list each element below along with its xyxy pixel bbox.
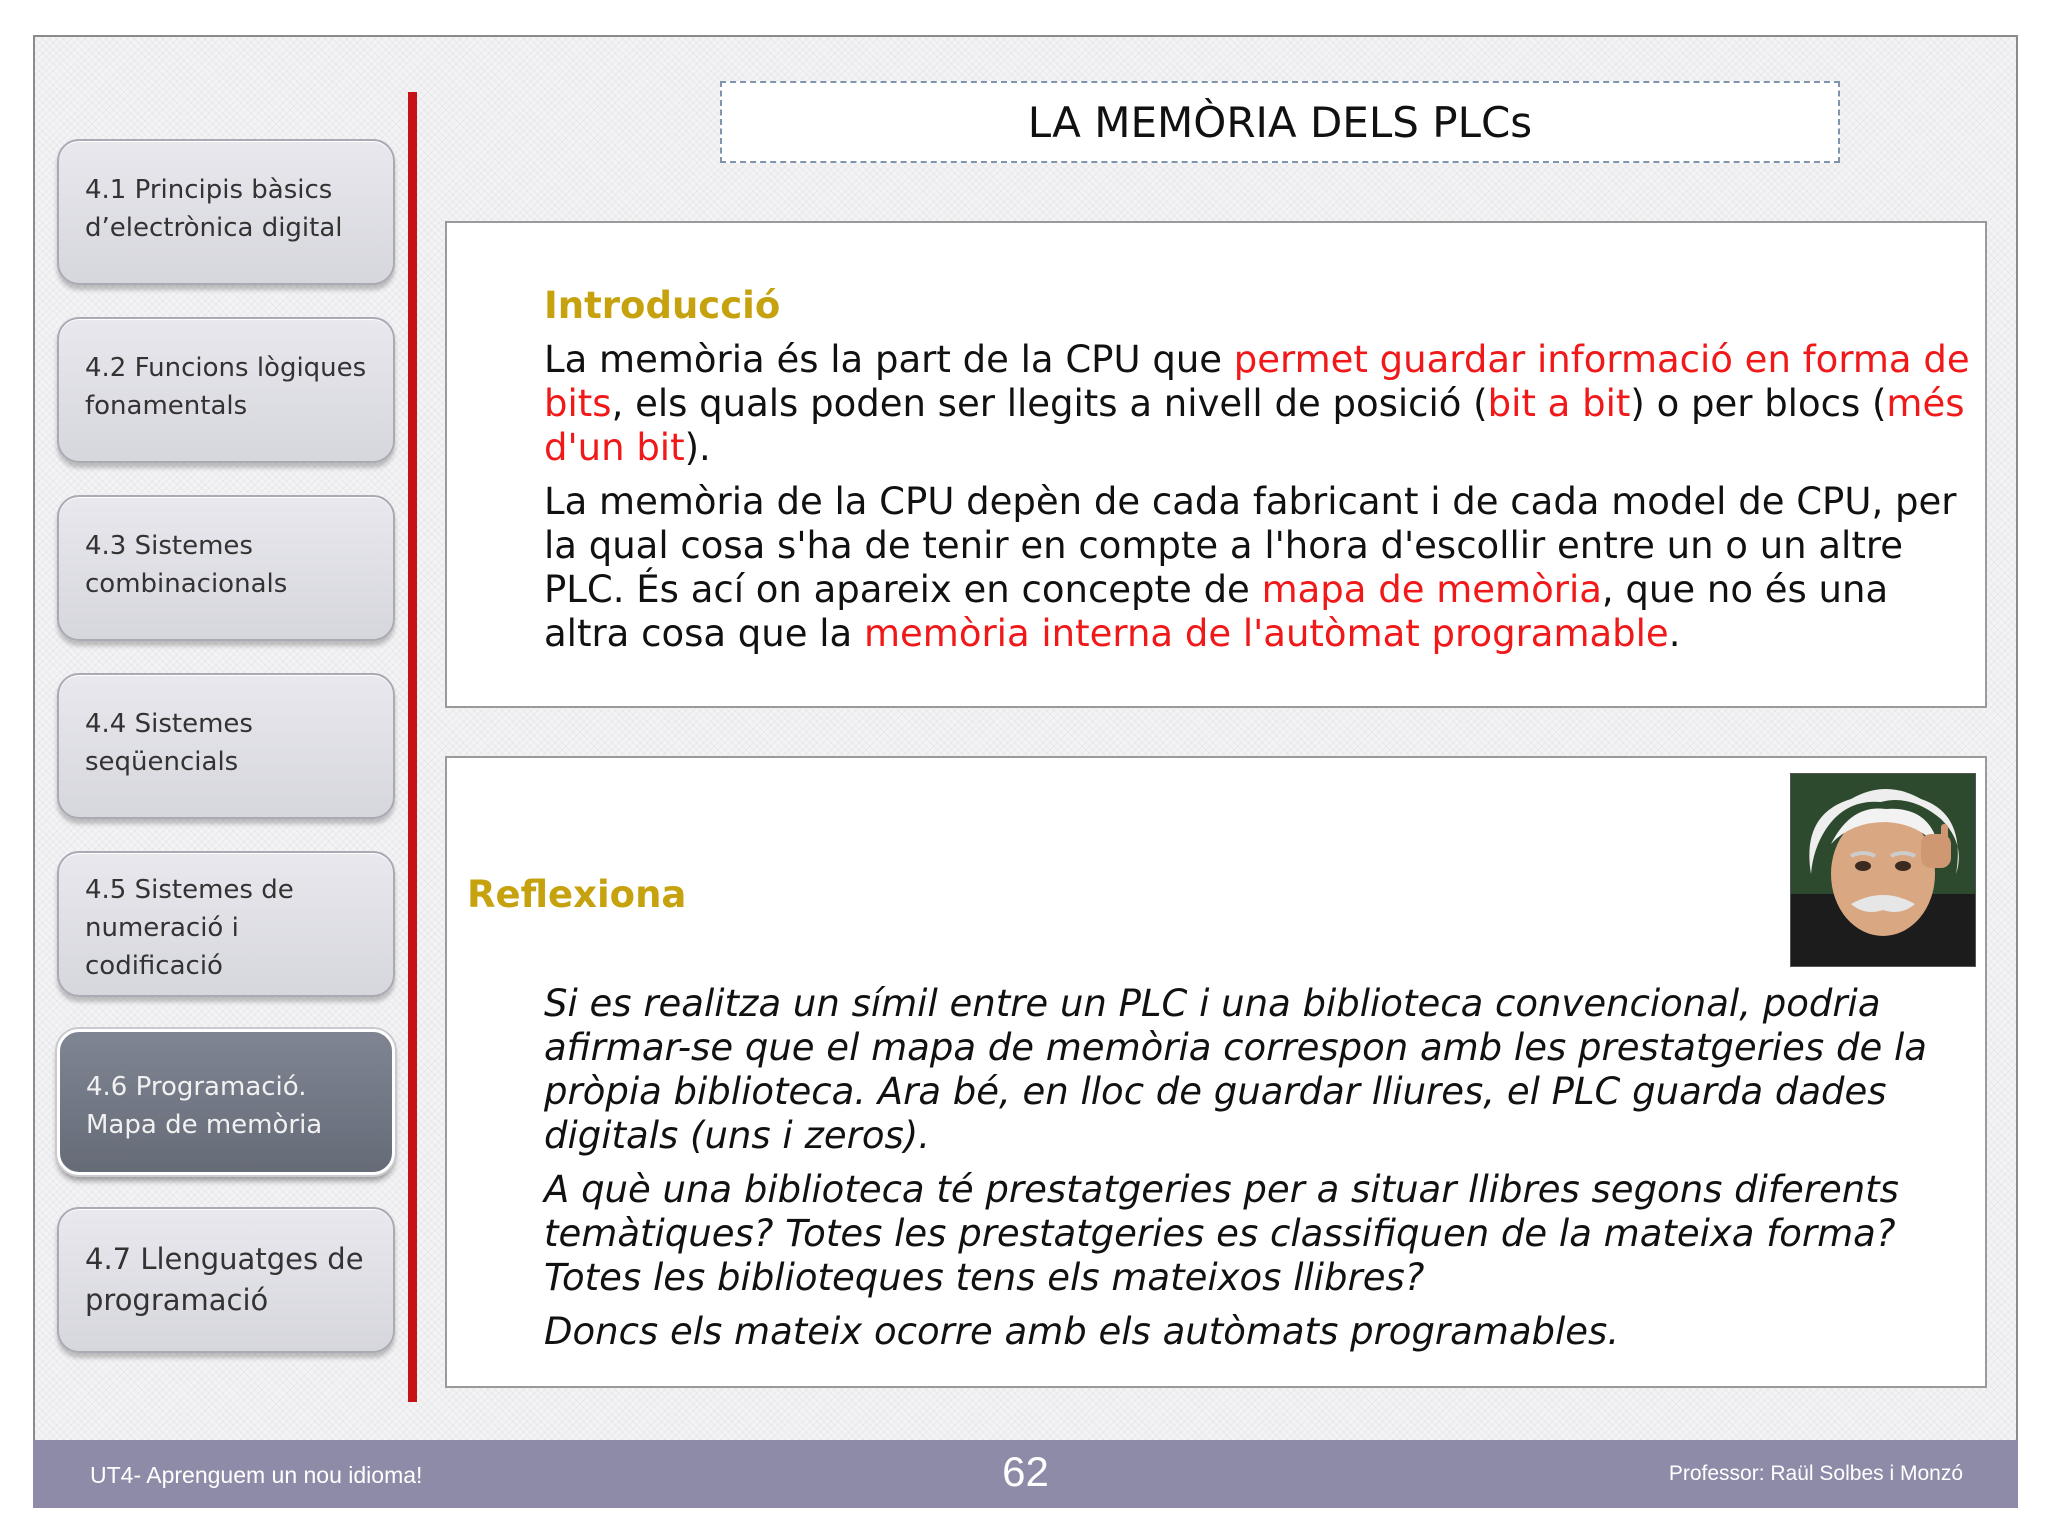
text-run: , els quals poden ser llegits a nivell de posició ( bbox=[611, 382, 1488, 425]
sidebar-item-4-5[interactable]: 4.5 Sistemes de numeració i codificació bbox=[57, 851, 395, 997]
page-number: 62 bbox=[1002, 1448, 1049, 1495]
reflect-text bbox=[544, 982, 1974, 1364]
text-run: . bbox=[1668, 612, 1681, 655]
page-title: LA MEMÒRIA DELS PLCs bbox=[720, 81, 1840, 163]
sidebar-divider-bar bbox=[408, 92, 417, 1402]
reflect-heading: Reflexiona bbox=[467, 873, 687, 916]
intro-heading: Introducció bbox=[544, 284, 781, 327]
highlight-run: mapa de memòria bbox=[1261, 568, 1602, 611]
footer-author: Professor: Raül Solbes i Monzó bbox=[1668, 1462, 1963, 1485]
text-run: , que no és una altra cosa que la bbox=[544, 568, 1889, 655]
footer-bar bbox=[33, 1440, 2018, 1508]
reflect-paragraph: A què una biblioteca té prestatgeries per a situar llibres segons diferents temàtiques? Totes les prestatgeries es classifiquen de la mateixa forma? Totes les biblioteques tens els mateixos llibres? bbox=[544, 1168, 1899, 1299]
text-run: La memòria de la CPU depèn de cada fabricant i de cada model de CPU, per la qual cosa s'ha de tenir en compte a l'hora d'escollir entre un o un altre PLC. És ací on apareix en concepte de bbox=[544, 480, 1957, 611]
sidebar-item-4-3[interactable]: 4.3 Sistemes combinacionals bbox=[57, 495, 395, 641]
highlight-run: permet guardar informació en forma de bits bbox=[544, 338, 1970, 425]
sidebar-item-4-1[interactable]: 4.1 Principis bàsics d’electrònica digital bbox=[57, 139, 395, 285]
highlight-run: bit a bit bbox=[1487, 382, 1631, 425]
reflect-paragraph: Doncs els mateix ocorre amb els autòmats programables. bbox=[544, 1310, 1620, 1353]
sidebar-item-4-4[interactable]: 4.4 Sistemes seqüencials bbox=[57, 673, 395, 819]
intro-text bbox=[544, 338, 1974, 666]
sidebar-item-4-7[interactable]: 4.7 Llenguatges de programació bbox=[57, 1207, 395, 1353]
footer-course-title: UT4- Aprenguem un nou idioma! bbox=[90, 1462, 423, 1488]
text-run: ). bbox=[684, 426, 711, 469]
sidebar-item-4-2[interactable]: 4.2 Funcions lògiques fonamentals bbox=[57, 317, 395, 463]
highlight-run: més d'un bit bbox=[544, 382, 1965, 469]
text-run: ) o per blocs ( bbox=[1630, 382, 1887, 425]
text-run: La memòria és la part de la CPU que bbox=[544, 338, 1234, 381]
intro-paragraph-1 bbox=[544, 338, 1974, 470]
thinking-person-portrait-icon bbox=[1790, 773, 1976, 967]
highlight-run: memòria interna de l'autòmat programable bbox=[863, 612, 1669, 655]
reflect-paragraph: Si es realitza un símil entre un PLC i una biblioteca convencional, podria afirmar-se que el mapa de memòria correspon amb les prestatgeries de la pròpia biblioteca. Ara bé, en lloc de guardar lliures, el PLC guarda dades digitals (uns i zeros). bbox=[544, 982, 1927, 1157]
intro-paragraph-2 bbox=[544, 480, 1974, 656]
sidebar-item-4-6-active[interactable]: 4.6 Programació. Mapa de memòria bbox=[57, 1029, 395, 1175]
